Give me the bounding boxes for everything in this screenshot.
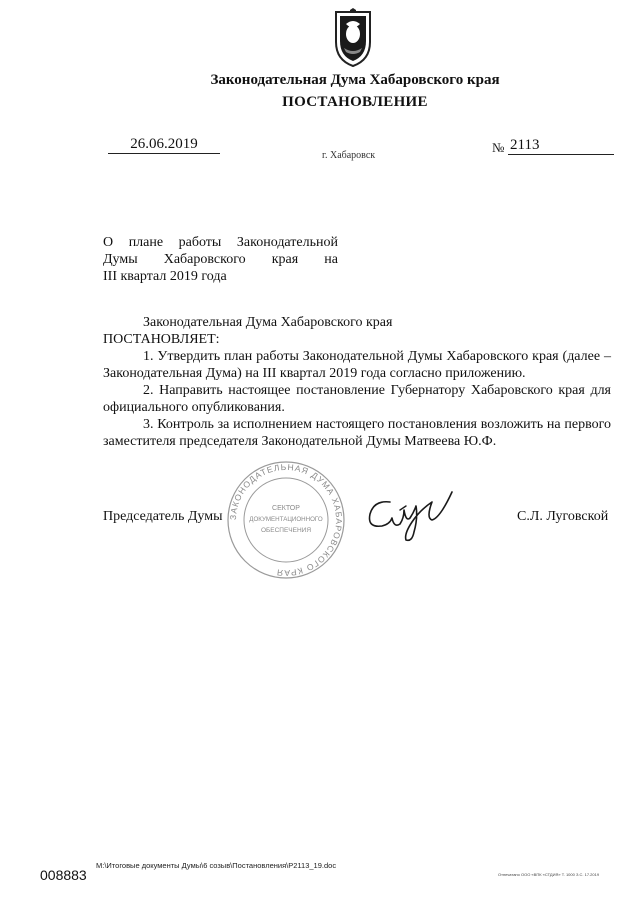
- file-path: M:\Итоговые документы Думы\6 созыв\Постановления\P2113_19.doc: [96, 861, 337, 870]
- subject-word: плане: [128, 235, 164, 250]
- document-type: ПОСТАНОВЛЕНИЕ: [282, 94, 428, 110]
- subject-word: О: [103, 235, 114, 250]
- body-item-1: 1. Утвердить план работы Законодательной Думы Хабаровского края (далее – Законодательная Дума) на III квартал 2019 года согласно приложению.: [103, 349, 611, 381]
- stamp-line: ДОКУМЕНТАЦИОННОГО: [249, 516, 323, 523]
- stamp-line: СЕКТОР: [272, 505, 300, 512]
- subject-word: Законодательной: [236, 235, 338, 250]
- stamp-line: ОБЕСПЕЧЕНИЯ: [260, 527, 312, 534]
- subject-word: на: [324, 252, 338, 267]
- document-date: 26.06.2019: [108, 135, 220, 154]
- body-preamble: Законодательная Дума Хабаровского края: [143, 315, 393, 330]
- subject-line-3: III квартал 2019 года: [103, 269, 227, 284]
- subject-word: края: [271, 252, 299, 267]
- subject-word: Хабаровского: [163, 252, 246, 267]
- subject-word: работы: [178, 235, 222, 250]
- document-city: г. Хабаровск: [322, 150, 376, 161]
- organization-title: Законодательная Дума Хабаровского края: [210, 72, 500, 88]
- body-item-3: 3. Контроль за исполнением настоящего постановления возложить на первого заместителя председателя Законодательной Думы Матвеева Ю.Ф.: [103, 417, 611, 449]
- number-sign: №: [492, 140, 505, 155]
- official-stamp: [223, 460, 349, 580]
- stamp-ring-text: ЗАКОНОДАТЕЛЬНАЯ ДУМА ХАБАРОВСКОГО КРАЯ: [227, 461, 345, 579]
- document-subject: [103, 234, 338, 285]
- coat-of-arms-icon: [330, 8, 376, 70]
- subject-word: Думы: [103, 252, 138, 267]
- body-item-2: 2. Направить настоящее постановление Губернатору Хабаровского края для официального опубликования.: [103, 383, 611, 415]
- signatory-name: С.Л. Луговской: [517, 509, 609, 524]
- document-body: [103, 314, 611, 450]
- registration-number: 008883: [40, 867, 87, 883]
- print-info: Отпечатано ООО «ВПК «СТДИЯ» Т. 1000 З.С. 17.2019: [498, 872, 600, 877]
- subject-line-2: [103, 251, 338, 268]
- document-number: 2113: [508, 136, 614, 155]
- subject-line-1: [103, 234, 338, 251]
- body-decides: ПОСТАНОВЛЯЕТ:: [103, 332, 220, 347]
- signatory-title: Председатель Думы: [103, 509, 223, 524]
- handwritten-signature: [360, 488, 460, 546]
